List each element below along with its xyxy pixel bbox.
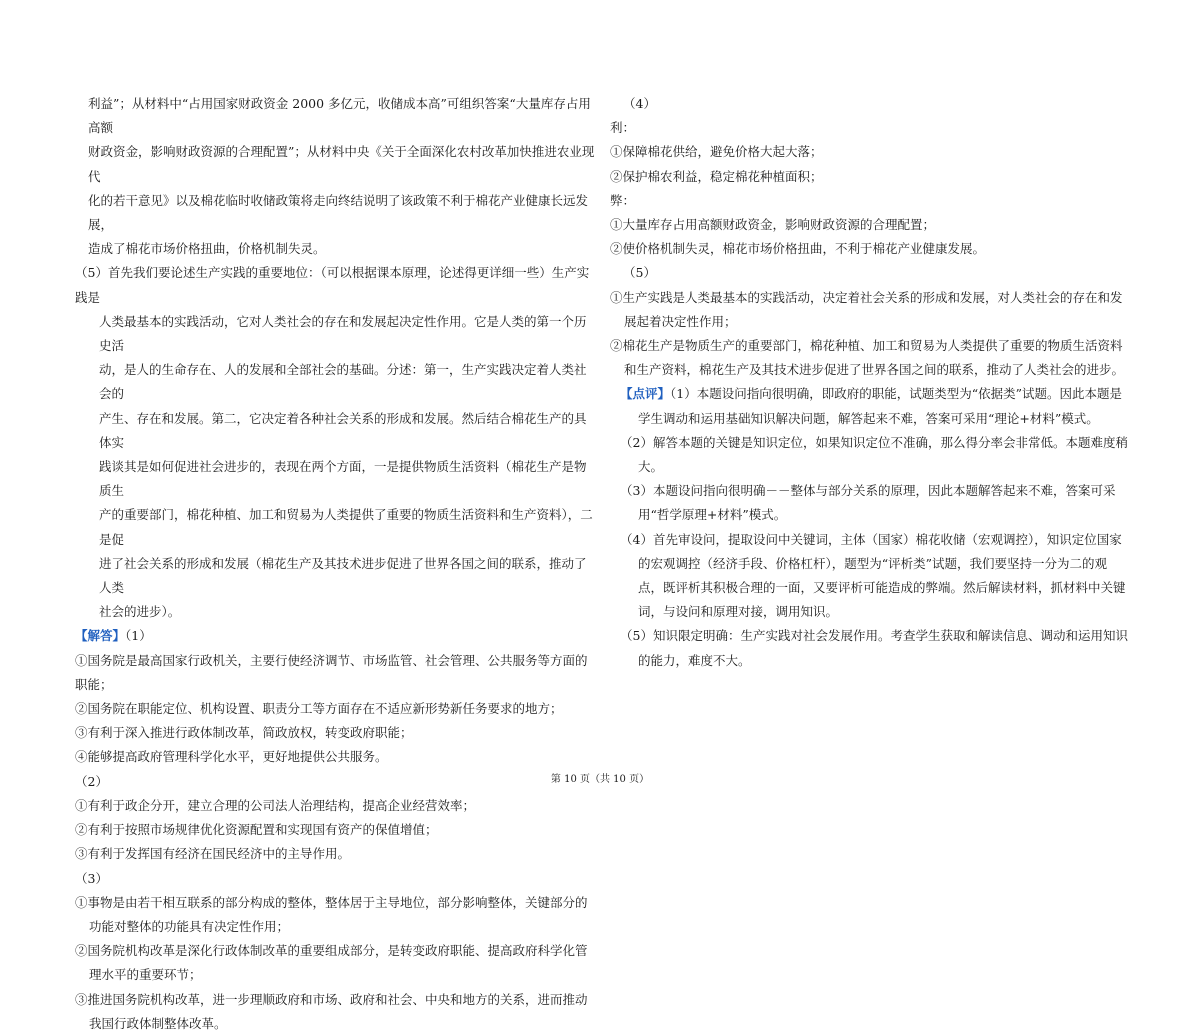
- comment-tag: 【点评】: [620, 386, 671, 402]
- answer-tag: 【解答】: [75, 628, 126, 644]
- analysis-continuation: [75, 92, 595, 261]
- comment-item: （5）知识限定明确：生产实践对社会发展作用。考查学生获取和解读信息、调动和运用知识的能力，难度不大。: [620, 628, 1128, 668]
- text-line: 化的若干意见》以及棉花临时收储政策将走向终结说明了该政策不利于棉花产业健康长远发展，: [88, 192, 589, 233]
- pros-item: ②保护棉农利益，稳定棉花种植面积；: [610, 168, 823, 184]
- comment-text: （1）本题设问指向很明确，即政府的职能，试题类型为“依据类”试题。因此本题是学生调动和运用基础知识解决问题，解答起来不难，答案可采用“理论+材料”模式。: [638, 386, 1123, 426]
- answer-item: ③有利于深入推进行政体制改革，简政放权，转变政府职能；: [75, 725, 413, 741]
- text-line: 人类最基本的实践活动，它对人类社会的存在和发展起决定性作用。它是人类的第一个历史活: [99, 313, 587, 354]
- text-line: 动，是人的生命存在、人的发展和全部社会的基础。分述：第一，生产实践决定着人类社会的: [99, 362, 587, 402]
- comment-item: （4）首先审设问，提取设问中关键词，主体（国家）棉花收储（宏观调控），知识定位国家的宏观调控（经济手段、价格杠杆），题型为“评析类”试题，我们要坚持一分为二的观点，既评析其积极合理的一面，又要评析可能造成的弊端。然后解读材料，抓材料中关键词，与设问和原理对接，调用知识。: [620, 531, 1126, 620]
- answer-part-5-label: （5）: [623, 265, 656, 281]
- answer-item: ①有利于政企分开，建立合理的公司法人治理结构，提高企业经营效率；: [75, 797, 476, 813]
- answer-item: ②国务院机构改革是深化行政体制改革的重要组成部分，是转变政府职能、提高政府科学化管理水平的重要环节；: [75, 943, 588, 983]
- right-column: [610, 92, 1130, 673]
- cons-label: 弊：: [610, 192, 636, 208]
- comment-item: （2）解答本题的关键是知识定位，如果知识定位不准确，那么得分率会非常低。本题难度稍大。: [620, 434, 1128, 475]
- text-line: 践谈其是如何促进社会进步的，表现在两个方面，一是提供物质生活资料（棉花生产是物质生: [99, 459, 587, 499]
- text-line: 产生、存在和发展。第二，它决定着各种社会关系的形成和发展。然后结合棉花生产的具体实: [99, 410, 587, 450]
- answer-part-4-label: （4）: [623, 96, 656, 111]
- text-line: 财政资金，影响财政资源的合理配置”；从材料中央《关于全面深化农村改革加快推进农业现代: [88, 144, 595, 184]
- answer-item: ③有利于发挥国有经济在国民经济中的主导作用。: [75, 846, 351, 862]
- answer-part-3-label: （3）: [75, 870, 108, 886]
- text-line: 产的重要部门，棉花种植、加工和贸易为人类提供了重要的物质生活资料和生产资料），二是促: [99, 507, 593, 547]
- text-line: 社会的进步）。: [99, 604, 181, 620]
- answer-part-1-label: （1）: [125, 628, 152, 644]
- text-line: 造成了棉花市场价格扭曲，价格机制失灵。: [88, 241, 326, 257]
- answer-item: ①生产实践是人类最基本的实践活动，决定着社会关系的形成和发展，对人类社会的存在和发展起着决定性作用；: [610, 289, 1123, 329]
- left-column: [75, 92, 595, 1036]
- answer-item: ④能够提高政府管理科学化水平，更好地提供公共服务。: [75, 749, 388, 765]
- text-line: 利益”；从材料中“占用国家财政资金 2000 多亿元，收储成本高”可组织答案“大量库存占用高额: [88, 96, 591, 136]
- comment-item: （3）本题设问指向很明确－－整体与部分关系的原理，因此本题解答起来不难，答案可采用“哲学原理+材料”模式。: [620, 483, 1116, 523]
- answer-item: ②国务院在职能定位、机构设置、职责分工等方面存在不适应新形势新任务要求的地方；: [75, 701, 563, 717]
- pros-label: 利：: [610, 120, 636, 136]
- answer-item: ②棉花生产是物质生产的重要部门，棉花种植、加工和贸易为人类提供了重要的物质生活资料和生产资料，棉花生产及其技术进步促进了世界各国之间的联系，推动了人类社会的进步。: [610, 338, 1125, 378]
- answer-item: ①国务院是最高国家行政机关，主要行使经济调节、市场监管、社会管理、公共服务等方面的职能；: [75, 652, 588, 692]
- text-line: 进了社会关系的形成和发展（棉花生产及其技术进步促进了世界各国之间的联系，推动了人类: [99, 555, 587, 596]
- answer-item: ③推进国务院机构改革，进一步理顺政府和市场、政府和社会、中央和地方的关系，进而推动我国行政体制整体改革。: [75, 991, 588, 1031]
- answer-heading: [75, 624, 595, 648]
- page-footer: 第 10 页（共 10 页）: [550, 774, 650, 785]
- analysis-part-5: [75, 261, 595, 624]
- text-line: （5）首先我们要论述生产实践的重要地位：（可以根据课本原理，论述得更详细一些）生产实践是: [75, 265, 590, 305]
- comment-item: [610, 382, 1130, 430]
- pros-item: ①保障棉花供给，避免价格大起大落；: [610, 144, 823, 160]
- cons-item: ①大量库存占用高额财政资金，影响财政资源的合理配置；: [610, 217, 936, 233]
- answer-item: ①事物是由若干相互联系的部分构成的整体，整体居于主导地位，部分影响整体，关键部分的功能对整体的功能具有决定性作用；: [75, 894, 588, 934]
- cons-item: ②使价格机制失灵，棉花市场价格扭曲，不利于棉花产业健康发展。: [610, 241, 986, 257]
- answer-part-2-label: （2）: [75, 773, 108, 789]
- answer-item: ②有利于按照市场规律优化资源配置和实现国有资产的保值增值；: [75, 822, 438, 838]
